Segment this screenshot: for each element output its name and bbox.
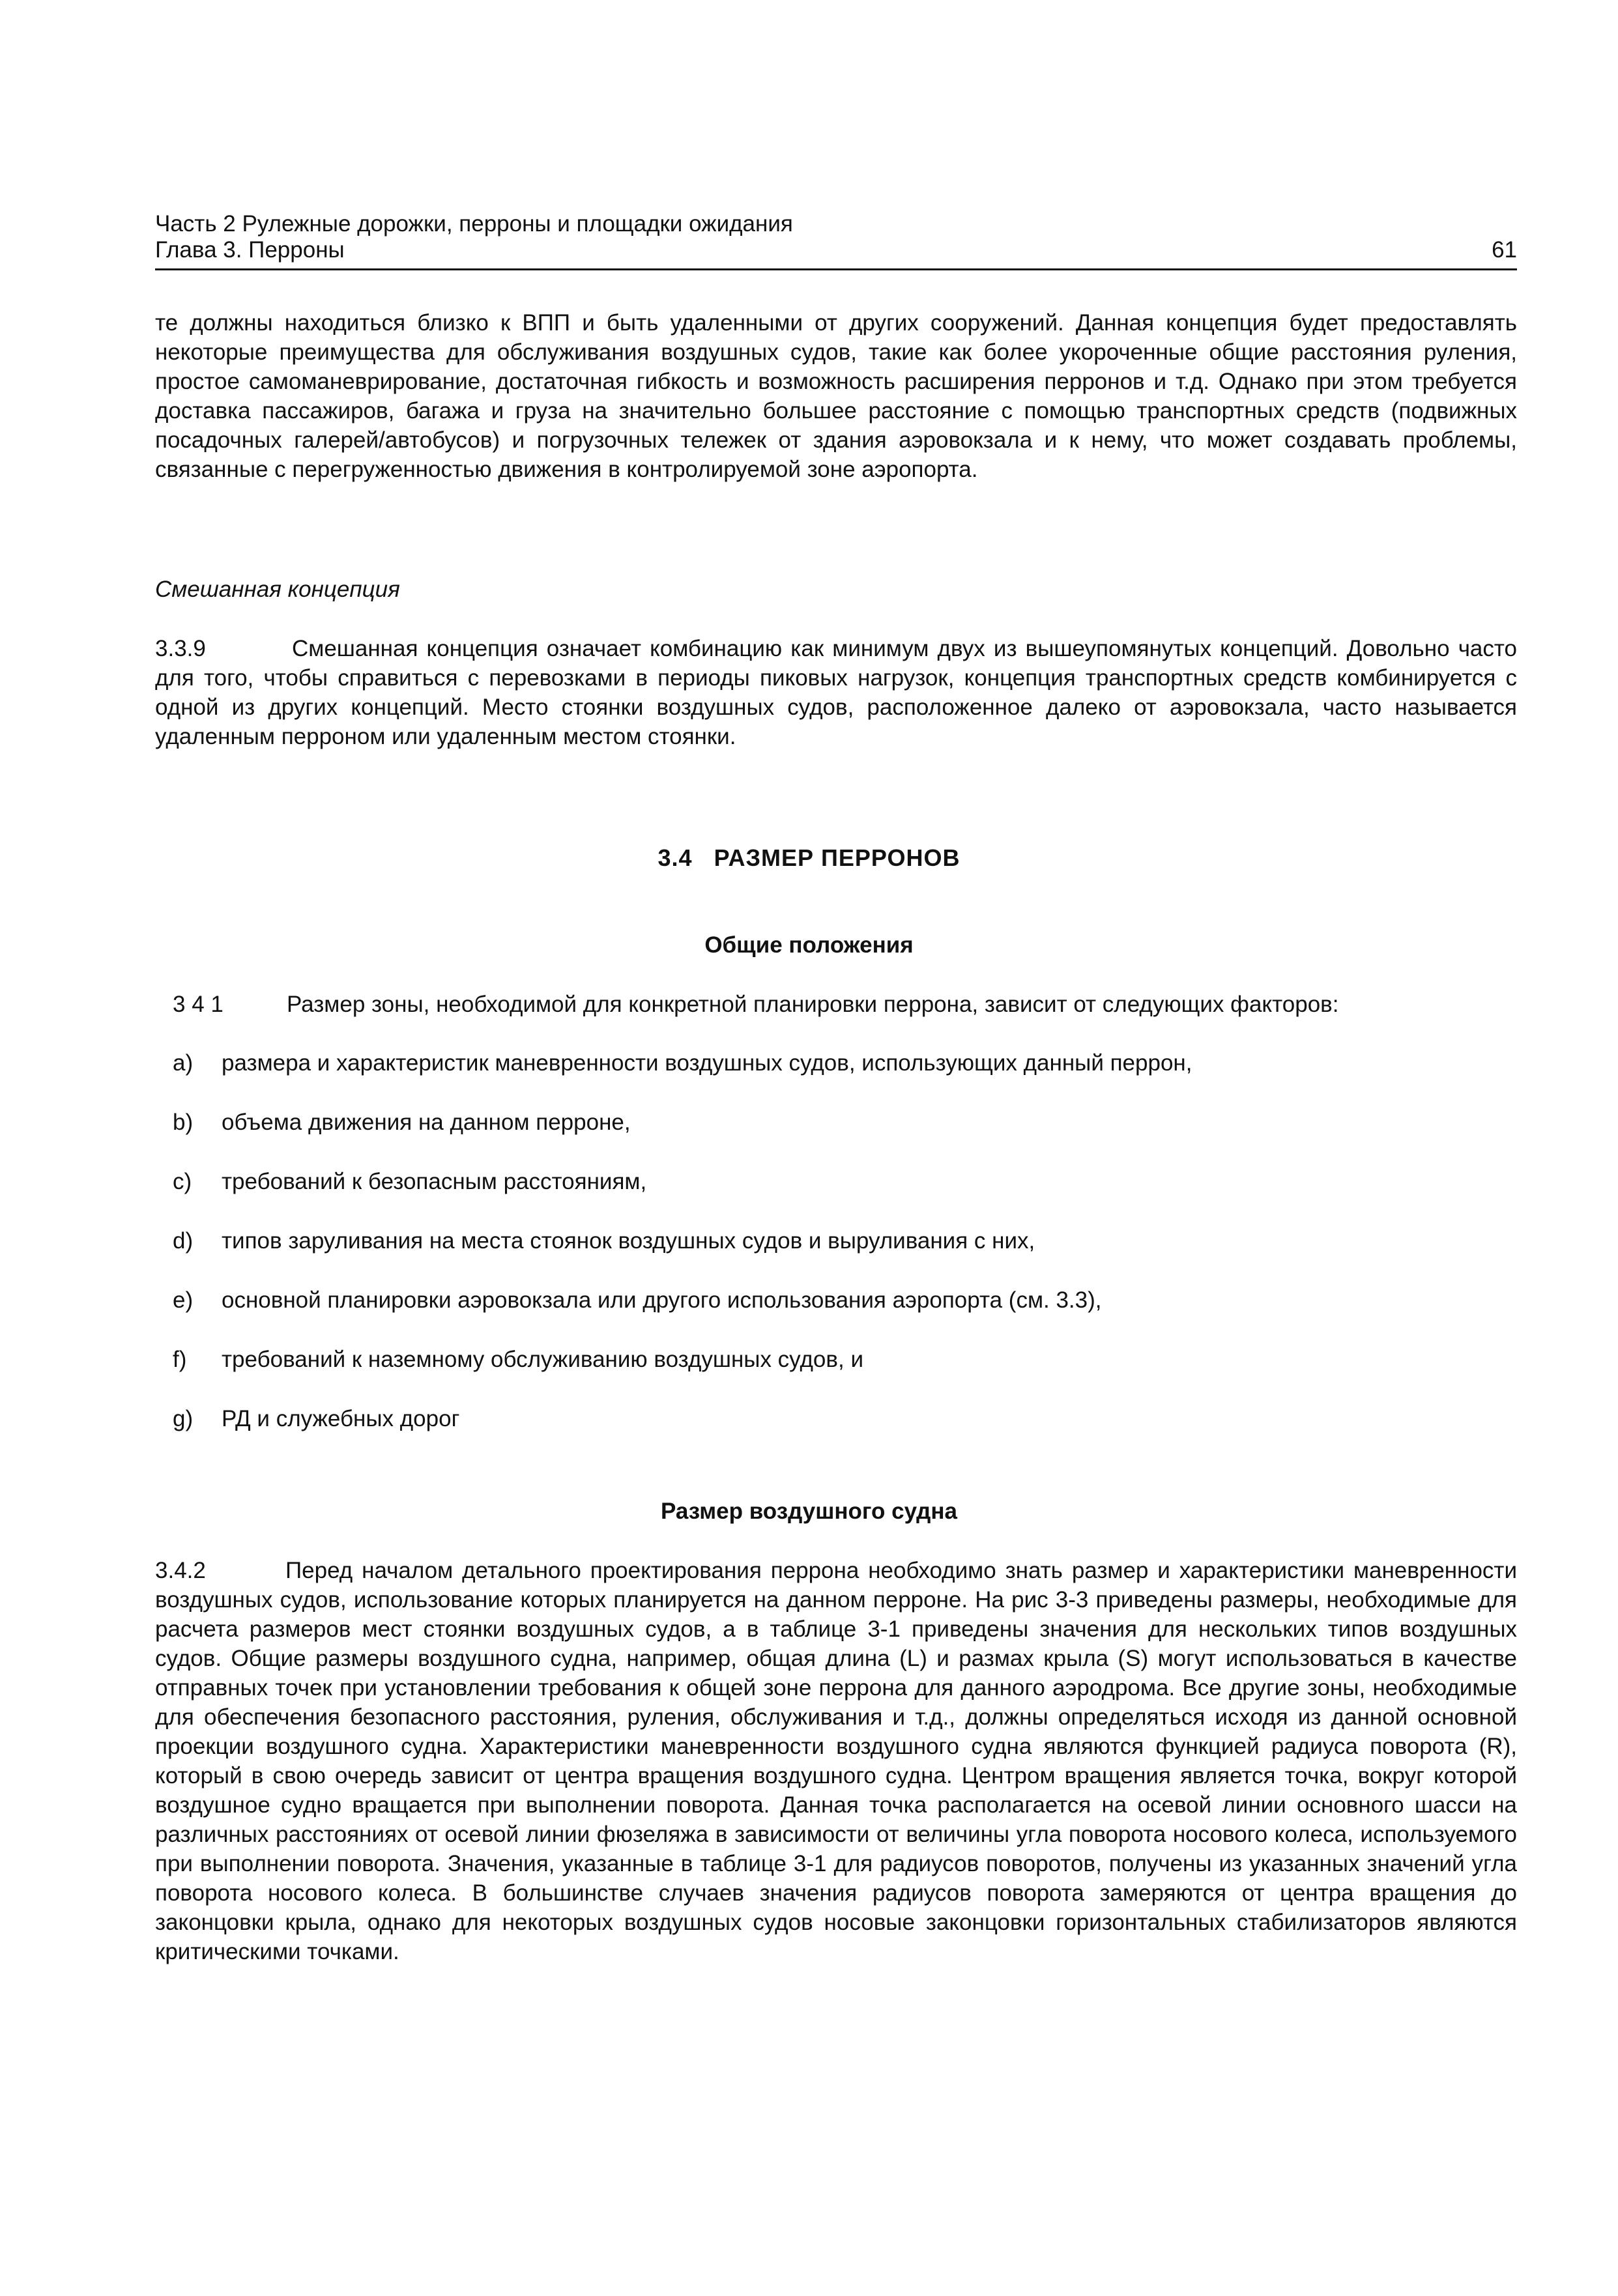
list-marker: d) (173, 1228, 194, 1254)
list-item (173, 1287, 1517, 1347)
page-number: 61 (1492, 237, 1517, 263)
list-item-text: основной планировки аэровокзала или другого использования аэропорта (см. 3.3), (222, 1287, 1102, 1313)
paragraph-number: 3.4.2 (155, 1558, 206, 1583)
continued-paragraph: те должны находиться близко к ВПП и быть удаленными от других сооружений. Данная концепция будет предоставлять некоторые преимущества для обслуживания воздушных судов, такие как более укороченные общие расстояния руления, простое самоманеврирование, достаточная гибкость и возможность расширения перронов и т.д. Однако при этом требуется доставка пассажиров, багажа и груза на значительно большее расстояние с помощью транспортных средств (подвижных посадочных галерей/автобусов) и погрузочных тележек от здания аэровокзала и к нему, что может создавать проблемы, связанные с перегруженностью движения в контролируемой зоне аэропорта. (155, 310, 1517, 482)
header-divider (155, 268, 1517, 270)
list-item-text: типов заруливания на места стоянок воздушных судов и выруливания с них, (222, 1228, 1035, 1254)
paragraph-text: Размер зоны, необходимой для конкретной планировки перрона, зависит от следующих факторов: (287, 992, 1339, 1017)
paragraph-3-4-2 (155, 1556, 1517, 1966)
aircraft-size-heading: Размер воздушного судна (660, 1499, 958, 1524)
section-title: РАЗМЕР ПЕРРОНОВ (714, 844, 961, 871)
running-header (155, 211, 1517, 263)
header-part-line: Часть 2 Рулежные дорожки, перроны и площадки ожидания (155, 211, 793, 237)
list-marker: b) (173, 1110, 194, 1135)
paragraph-text: Перед началом детального проектирования перрона необходимо знать размер и характеристики маневренности воздушных судов, использование которых планируется на данном перроне. На рис 3-3 приведены размеры, необходимые для расчета размеров мест стоянки воздушных судов, а в таблице 3-1 приведены значения для нескольких типов воздушных судов. Общие размеры воздушного судна, например, общая длина (L) и размах крыла (S) могут использоваться в качестве отправных точек при установлении требования к общей зоне перрона для данного аэродрома. Все другие зоны, необходимые для обеспечения безопасного расстояния, руления, обслуживания и т.д., должны определяться исходя из данной основной проекции воздушного судна. Характеристики маневренности воздушного судна являются функцией радиуса поворота (R), который в свою очередь зависит от центра вращения воздушного судна. Центром вращения является точка, вокруг которой воздушное судно вращается при выполнении поворота. Данная точка располагается на осевой линии основного шасси на различных расстояниях от осевой линии фюзеляжа в зависимости от величины угла поворота носового колеса, используемого при выполнении поворота. Значения, указанные в таблице 3-1 для радиусов поворотов, получены из указанных значений угла поворота носового колеса. В большинстве случаев значения радиусов поворота замеряются от центра вращения до законцовки крыла, однако для некоторых воздушных судов носовые законцовки горизонтальных стабилизаторов являются критическими точками. (155, 1558, 1517, 1964)
list-item (173, 1050, 1517, 1110)
paragraph-3-3-9 (155, 634, 1517, 751)
factors-list (173, 1050, 1517, 1465)
list-marker: f) (173, 1347, 187, 1372)
list-item-text: требований к наземному обслуживанию воздушных судов, и (222, 1347, 863, 1372)
list-item-text: размера и характеристик маневренности воздушных судов, использующих данный перрон, (222, 1050, 1192, 1076)
list-item (173, 1406, 1517, 1465)
list-marker: e) (173, 1287, 194, 1313)
list-marker: a) (173, 1050, 194, 1076)
list-item-text: РД и служебных дорог (222, 1406, 460, 1431)
section-heading (0, 844, 1618, 872)
general-provisions-heading: Общие положения (704, 932, 914, 958)
list-item (173, 1228, 1517, 1287)
section-number: 3.4 (657, 844, 693, 871)
list-item (173, 1169, 1517, 1228)
paragraph-3-4-1 (173, 990, 1517, 1019)
list-item (173, 1347, 1517, 1406)
list-marker: g) (173, 1406, 194, 1431)
paragraph-number: 3 4 1 (173, 992, 224, 1017)
header-chapter-line: Глава 3. Перроны (155, 237, 345, 263)
list-marker: c) (173, 1169, 192, 1194)
list-item-text: требований к безопасным расстояниям, (222, 1169, 647, 1194)
paragraph-number: 3.3.9 (155, 636, 206, 661)
mixed-concept-heading: Смешанная концепция (155, 577, 400, 602)
paragraph-text: Смешанная концепция означает комбинацию как минимум двух из вышеупомянутых концепций. Довольно часто для того, чтобы справиться с перевозками в периоды пиковых нагрузок, концепция транспортных средств комбинируется с одной из других концепций. Место стоянки воздушных судов, расположенное далеко от аэровокзала, часто называется удаленным перроном или удаленным местом стоянки. (155, 636, 1517, 749)
list-item (173, 1110, 1517, 1169)
list-item-text: объема движения на данном перроне, (222, 1110, 631, 1135)
